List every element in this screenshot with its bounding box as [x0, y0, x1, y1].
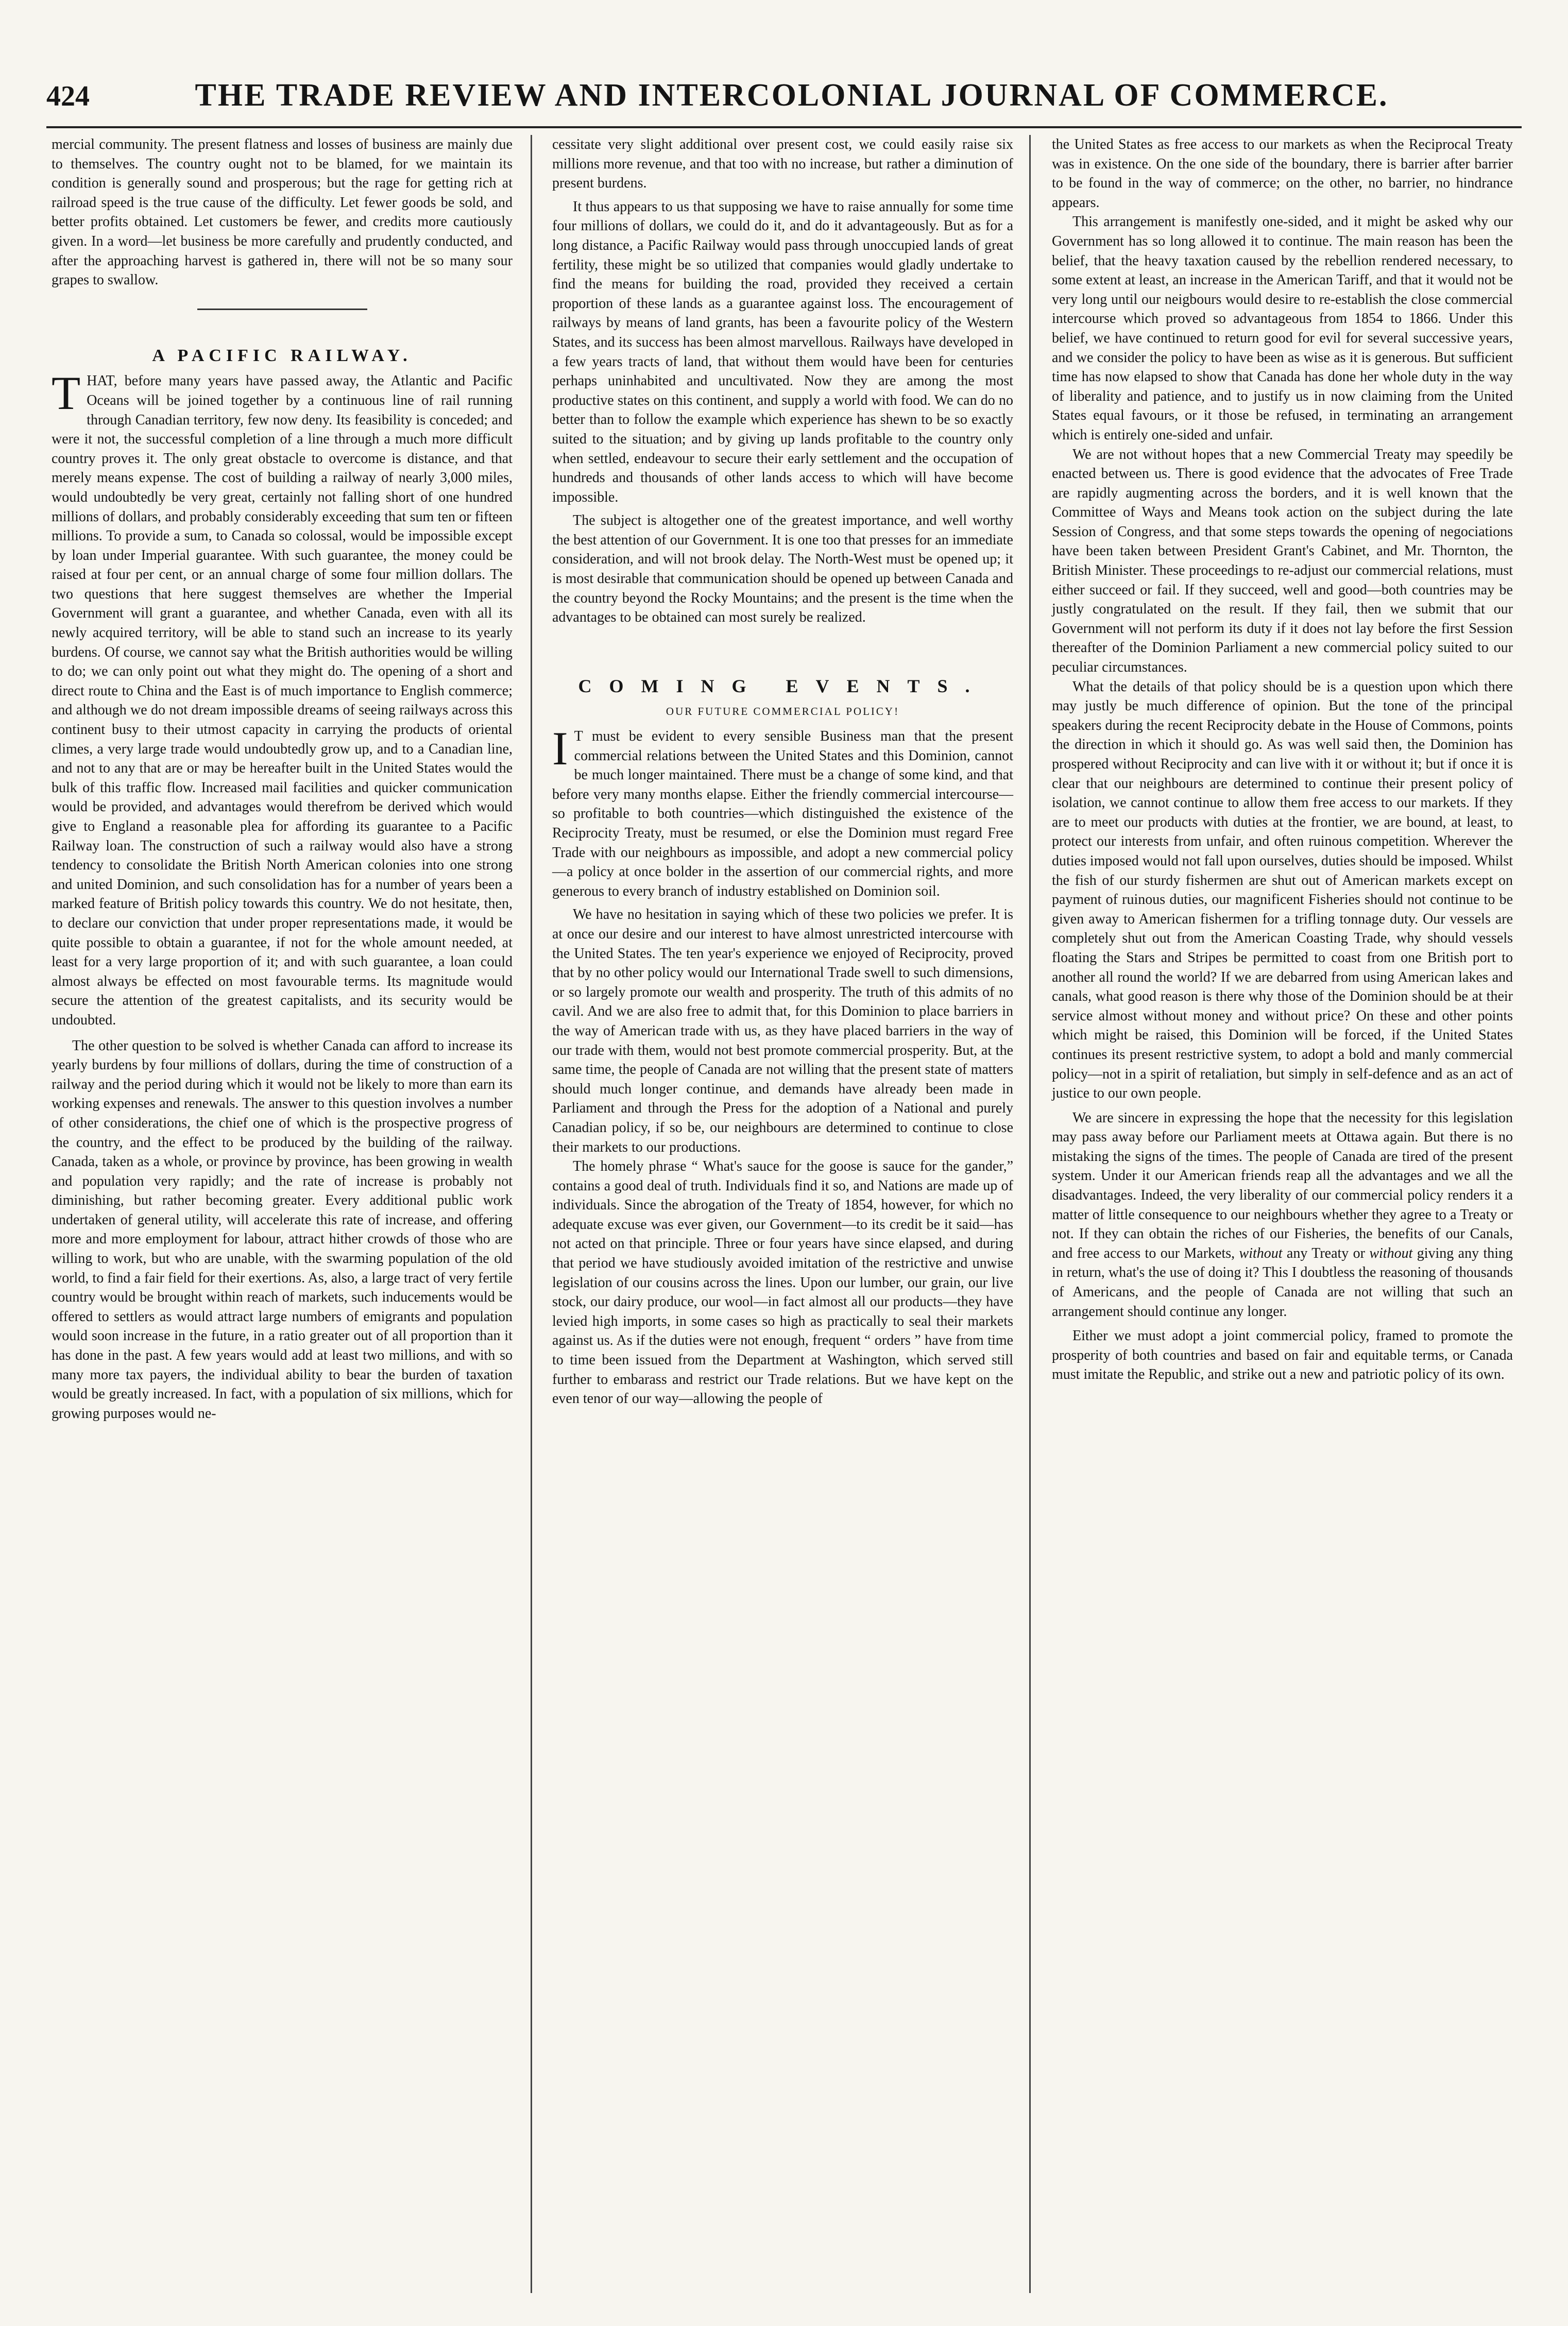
column-3 — [1052, 135, 1513, 1384]
paragraph: We have no hesitation in saying which of these two policies we prefer. It is at once our desire and our interest to have almost unrestricted intercourse with the United States. The ten year's experience we enjoyed of Reciprocity, proved that by no other policy would our International Trade swell to such dimensions, or so largely promote our wealth and prosperity. The truth of this admits of no cavil. And we are also free to admit that, for this Dominion to place barriers in the way of American trade with us, as they have placed barriers in the way of our trade with them, would not best promote commercial prosperity. But, at the same time, the people of Canada are not willing that the present state of matters should much longer continue, and demands have already been made in Parliament and through the Press for the adoption of a National and purely Canadian policy, if so be, our neighbours are determined to continue to close their markets to our productions. — [552, 907, 1013, 1155]
page-number: 424 — [46, 80, 90, 112]
paragraph-text: HAT, before many years have passed away, the Atlantic and Pacific Oceans will be joined together by a continuous line of rail running through Canadian territory, few now deny. Its feasibility is conceded; and were it not, the successful completion of a line through a much more difficult country proves it. The only great obstacle to overcome is distance, and that merely means expense. The cost of building a railway of nearly 3,000 miles, would undoubtedly be very great, certainly not falling short of one hundred millions of dollars, and probably considerably exceeding that sum ten or fifteen millions. To provide a sum, to Canada so colossal, would be impossible except by loan under Imperial guarantee. With such guarantee, the money could be raised at four per cent, or an annual charge of some four million dollars. The two questions that here suggest themselves are whether the Imperial Government will grant a guarantee, and whether Canada, even with all its newly acquired territory, will be able to stand such an increase to its yearly burdens. Of course, we cannot say what the British authorities would be willing to do; we can only point out what they might do. The opening of a short and direct route to China and the East is of much importance to English commerce; and although we do not dream impossible dreams of seeing railways across this continent busy to their utmost capacity in carrying the products of oriental climes, a very large trade would undoubtedly grow up, and to a Canadian line, and not to any that are or may be hereafter built in the United States would the bulk of this traffic flow. Increased mail facilities and quicker communication would be provided, and advantages would therefrom be derived which would give to England a reasonable plea for affording its guarantee to a Pacific Railway loan. The construction of such a railway would also have a strong tendency to consolidate the British North American colonies into one strong and united Dominion, and such consolidation has for a number of years been a marked feature of British policy towards this country. We do not hesitate, then, to declare our conviction that under proper representations made, it would be quite possible to obtain a guarantee, if not for the whole amount needed, at least for a very large proportion of it; and with such guarantee, a loan could almost always be effected on most favourable terms. Its magnitude would secure the attention of the greatest capitalists, and its security would be undoubted. — [52, 373, 513, 1028]
page-header — [46, 77, 1522, 118]
paragraph: The homely phrase “ What's sauce for the goose is sauce for the gander,” contains a good deal of truth. Individuals find it so, and Nations are made up of individuals. Since the abrogation of the Treaty of 1854, however, for which no adequate excuse was ever given, our Government—to its credit be it said—has not acted on that principle. Three or four years have since elapsed, and during that period we have studiously avoided imitation of the restrictive and unwise legislation of our cousins across the lines. Upon our lumber, our grain, our live stock, our dairy produce, our wool—in fact almost all our products—they have levied high imports, in some cases so high as practically to seal their markets against us. As if the duties were not enough, frequent “ orders ” have from time to time been issued from the Department at Washington, which served still further to embarass and restrict our Trade relations. But we have kept on the even tenor of our way—allowing the people of — [552, 1158, 1013, 1407]
article-title-coming-events: COMING EVENTS. — [578, 675, 987, 696]
drop-cap: I — [552, 722, 568, 775]
column-divider — [1029, 135, 1031, 2293]
running-title: THE TRADE REVIEW AND INTERCOLONIAL JOURNAL OF COMMERCE. — [195, 78, 1389, 113]
paragraph: the United States as free access to our markets as when the Reciprocal Treaty was in existence. On the one side of the boundary, there is barrier after barrier to be found in the way of commerce; on the other, no barrier, no hindrance appears. — [1052, 136, 1513, 211]
article-subtitle: OUR FUTURE COMMERCIAL POLICY! — [666, 705, 900, 718]
paragraph — [552, 722, 1013, 901]
column-divider — [531, 135, 532, 2293]
drop-cap: T — [52, 367, 81, 420]
article-separator — [197, 309, 367, 310]
paragraph-text: We are sincere in expressing the hope that the necessity for this legislation may pass away before our Parliament meets at Ottawa again. But there is no mistaking the signs of the times. The people of Canada are tired of the present system. Under it our American friends reap all the advantages and we all the disadvantages. Indeed, the very liberality of our commercial policy renders it a matter of little consequence to our neighbours whether they agree to a Treaty or not. If they can obtain the riches of our Fisheries, the benefits of our Canals, and free access to our Markets, — [1052, 1109, 1513, 1261]
emphasis: without — [1369, 1245, 1413, 1261]
paragraph: The other question to be solved is whether Canada can afford to increase its yearly burdens by four millions of dollars, during the time of construction of a railway and the period during which it would not be likely to more than earn its working expenses and renewals. The answer to this question involves a number of other considerations, the chief one of which is the prospective progress of the country, and the effect to be produced by the building of the railway. Canada, taken as a whole, or province by province, has been growing in wealth and population very rapidly; and the rate of increase is probably not diminishing, but rather becoming greater. Every additional public work undertaken of general utility, will accelerate this rate of increase, and offering more and more employment for labour, attract hither crowds of those who are willing to work, but who are unable, with the swarming population of the old world, to find a fair field for their exertions. As, also, a large tract of very fertile country would be brought within reach of markets, such inducements would be offered to settlers as would attract large numbers of emigrants and population would soon increase in the future, in a ratio greater out of all proportion than it has done in the past. A few years would add at least two millions, and with so many more tax payers, the individual ability to bear the burden of taxation would be greatly increased. In fact, with a population of six millions, which for growing purposes would ne- — [52, 1037, 513, 1422]
paragraph: We are not without hopes that a new Commercial Treaty may speedily be enacted between us. There is good evidence that the advocates of Free Trade are rapidly augmenting across the borders, and it is well known that the Committee of Ways and Means took action on the subject during the late Session of Congress, and that some steps towards the opening of negociations have been taken between President Grant's Cabinet, and Mr. Thornton, the British Minister. These proceedings to re-adjust our commercial relations, must either succeed or fail. If they succeed, well and good—both countries may be justly congratulated on the result. If they fail, then we submit that our Government will not perform its duty if it does not lay before the first Session thereafter of the Dominion Parliament a new commercial policy suited to our peculiar circumstances. — [1052, 446, 1513, 676]
paragraph — [1052, 1108, 1513, 1322]
paragraph: mercial community. The present flatness and losses of business are mainly due to themselves. The country ought not to be blamed, for we maintain its condition is generally sound and prosperous; but the rage for getting rich at railroad speed is the true cause of the difficulty. Let fewer goods be sold, and better profits obtained. Let customers be fewer, and credits more cautiously given. In a word—let business be more carefully and prudently conducted, and after the approaching harvest is gathered in, there will not be so many sour grapes to swallow. — [52, 136, 513, 288]
paragraph-text: T must be evident to every sensible Business man that the present commercial relations between the United States and this Dominion, cannot be much longer maintained. There must be a change of some kind, and that before very many months elapse. Either the friendly commercial intercourse—so profitable to both countries—which distinguished the existence of the Reciprocity Treaty, must be resumed, or else the Dominion must regard Free Trade with our neighbours as impossible, and adopt a new commercial policy—a policy at once bolder in the assertion of our commercial rights, and more generous to every branch of industry established on Dominion soil. — [552, 728, 1013, 899]
paragraph: What the details of that policy should be is a question upon which there may justly be much difference of opinion. But the tone of the principal speakers during the recent Reciprocity debate in the House of Commons, points the direction in which it should go. As was well said then, the Dominion has prospered without Reciprocity and can live with it or without it; but if once it is clear that our neighbours are determined to continue their present policy of isolation, we cannot continue to allow them free access to our markets. If they are to meet our products with duties at the frontier, we are bound, at least, to protect our interests from unfair, and often ruinous competition. Wherever the duties imposed would not fall upon ourselves, duties should be imposed. Whilst the fish of our sturdy fishermen are shut out of American markets except on payment of ruinous duties, our magnificent Fisheries should not continue to be given away to American fishermen for a trifling tonnage duty. Our vessels are completely shut out from the American Coasting Trade, why should vessels floating the Stars and Stripes be permitted to coast from one British port to another all round the world? If we are debarred from using American lakes and canals, what good reason is there why those of the Dominion should be at their service almost without money and without price? On these and other points which might be raised, this Dominion will be forced, if the United States continues its present restrictive system, to adopt a bold and manly commercial policy—not in a spirit of retaliation, but simply in self-defence and as an act of justice to our own people. — [1052, 678, 1513, 1102]
column-2 — [552, 135, 1013, 1409]
paragraph: Either we must adopt a joint commercial policy, framed to promote the prosperity of both countries and based on fair and equitable terms, or Canada must imitate the Republic, and strike out a new and patriotic policy of its own. — [1052, 1328, 1513, 1383]
paragraph — [52, 367, 513, 1030]
paragraph: cessitate very slight additional over present cost, we could easily raise six millions more revenue, and that too with no increase, but rather a diminution of present burdens. — [552, 136, 1013, 192]
paragraph: This arrangement is manifestly one-sided, and it might be asked why our Government has so long allowed it to continue. The main reason has been the belief, that the heavy taxation caused by the rebellion rendered necessary, to some extent at least, an increase in the American Tariff, and that it would not be very long until our neigbours would desire to re-establish the close commercial intercourse which proved so advantageous from 1854 to 1866. Under this belief, we have continued to return good for evil for several successive years, and we consider the policy to have been as wise as it is generous. But sufficient time has now elapsed to show that Canada has done her whole duty in the way of liberality and patience, and to justify us in now claiming from the United States equal favours, or it those be refused, in terminating an arrangement which is entirely one-sided and unfair. — [1052, 214, 1513, 443]
paragraph: The subject is altogether one of the greatest importance, and well worthy the best attention of our Government. It is one too that presses for an immediate consideration, and will not brook delay. The North-West must be opened up; it is most desirable that communication should be opened up between Canada and the country beyond the Rocky Mountains; and the present is the time when the advantages to be obtained can most surely be realized. — [552, 512, 1013, 626]
header-rule — [46, 126, 1522, 128]
paragraph: It thus appears to us that supposing we have to raise annually for some time four millions of dollars, we could do it, and do it advantageously. But as for a long distance, a Pacific Railway would pass through unoccupied lands of great fertility, these might be so utilized that companies would gladly undertake to find the means for building the road, provided they received a certain proportion of these lands as a guarantee against loss. The encouragement of railways by means of land grants, has been a favourite policy of the Western States, and its success has been almost marvellous. Railways have developed in a few years tracts of land, that without them would have been for centuries perhaps uninhabited and uncultivated. Now they are among the most productive states on this continent, and supply a world with food. We can do no better than to follow the example which experience has shewn to be so exactly suited to the situation; and by giving up lands profitable to the country only when settled, endeavour to secure their early settlement and the occupation of hundreds and thousands of other lands access to which will have become impossible. — [552, 198, 1013, 505]
paragraph-text: any Treaty or — [1286, 1245, 1365, 1261]
article-title-pacific-railway: A PACIFIC RAILWAY. — [152, 346, 412, 365]
paragraph-text: giving any thing in return, what's the use of doing it? This I doubtless the reasoning of thousands of Americans, and the people of Canada are not willing that such an arrangement should continue any longer. — [1052, 1245, 1513, 1320]
column-1 — [52, 135, 513, 1423]
emphasis: without — [1239, 1245, 1283, 1261]
